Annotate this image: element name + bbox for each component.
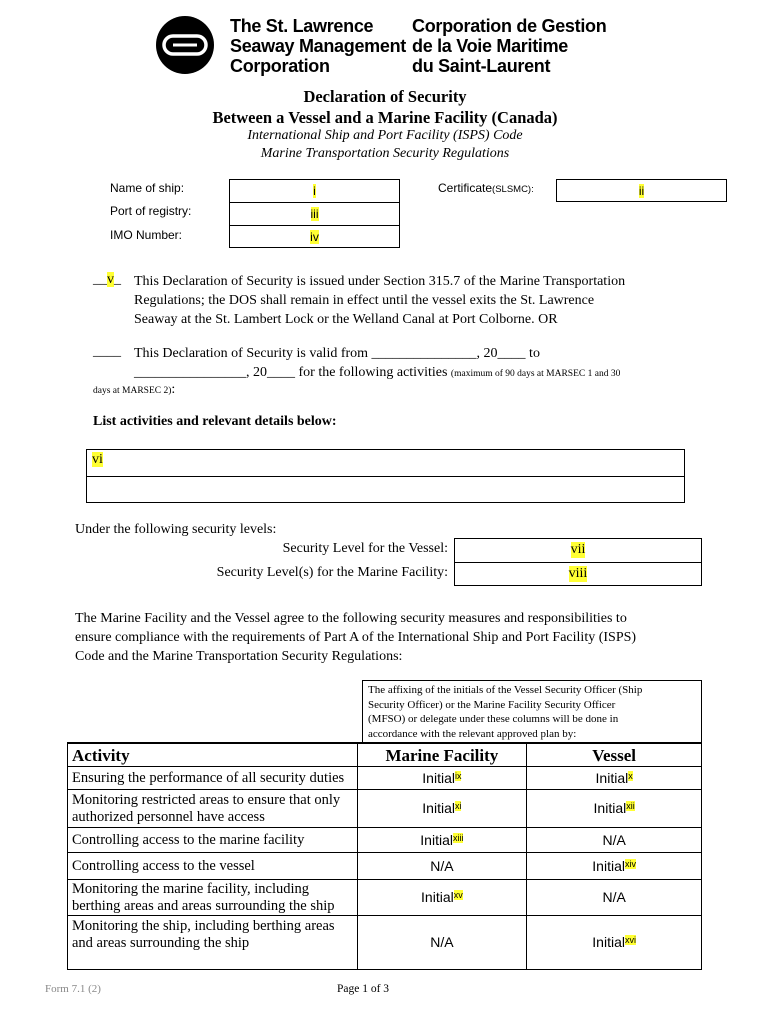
form-number: Form 7.1 (2) xyxy=(45,983,101,995)
activities-row-2[interactable] xyxy=(92,479,682,501)
vessel-initial-cell[interactable]: Initial$^{xvi}$ xyxy=(527,916,702,970)
document-subtitle: International Ship and Port Facility (ISPS) Code Marine Transportation Security Regulations xyxy=(247,128,523,161)
table-row xyxy=(68,853,702,880)
activity-cell: Ensuring the performance of all security duties xyxy=(68,767,358,790)
port-of-registry-field[interactable]: iii xyxy=(310,206,319,221)
activities-row-1[interactable]: vi xyxy=(92,452,103,467)
seaway-logo xyxy=(155,15,215,75)
activities-heading: List activities and relevant details below: xyxy=(93,414,337,429)
activity-cell: Monitoring the ship, including berthing areas and areas surrounding the ship xyxy=(68,916,358,970)
initials-note-text: The affixing of the initials of the Vessel Security Officer (Ship Security Officer) or the Marine Facility Security Officer (MFSO) or delegate under these columns will be done in accordance with the relevant approved plan by: xyxy=(368,684,643,740)
facility-security-field[interactable]: viii xyxy=(568,566,588,581)
marine-facility-column-header: Marine Facility xyxy=(357,743,527,767)
org-name-english: The St. Lawrence Seaway Management Corporation xyxy=(230,16,406,76)
page-number: Page 1 of 3 xyxy=(337,983,390,995)
table-row xyxy=(68,916,702,970)
certificate-label: Certificate(SLSMC): xyxy=(438,181,534,195)
table-row xyxy=(68,767,702,790)
vessel-initial-cell[interactable]: Initial$^{xii}$ xyxy=(527,790,702,828)
imo-number-field[interactable]: iv xyxy=(310,229,319,244)
vessel-na-cell: N/A xyxy=(527,880,702,916)
option2-text: This Declaration of Security is valid from _______________, 20____ to ________________, 20____ for the following activities (maximum of 90 days at MARSEC 1 and 30 xyxy=(134,346,621,380)
marine-facility-na-cell: N/A xyxy=(357,853,527,880)
document-title: Declaration of Security Between a Vessel and a Marine Facility (Canada) xyxy=(212,87,558,127)
option2-checkbox[interactable]: ____ xyxy=(93,344,121,359)
table-row xyxy=(68,828,702,853)
vessel-column-header: Vessel xyxy=(527,743,702,767)
marine-facility-initial-cell[interactable]: Initial$^{xv}$ xyxy=(357,880,527,916)
marine-facility-initial-cell[interactable]: Initial$^{ix}$ xyxy=(357,767,527,790)
vessel-initial-cell[interactable]: Initial$^{xiv}$ xyxy=(527,853,702,880)
facility-security-label: Security Level(s) for the Marine Facility: xyxy=(216,565,448,580)
certificate-field[interactable]: ii xyxy=(556,179,727,202)
activity-cell: Monitoring restricted areas to ensure that only authorized personnel have access xyxy=(68,790,358,828)
vessel-security-label: Security Level for the Vessel: xyxy=(282,541,448,556)
table-row xyxy=(68,790,702,828)
name-of-ship-field[interactable]: i xyxy=(313,183,316,198)
marine-facility-na-cell: N/A xyxy=(357,916,527,970)
activity-column-header: Activity xyxy=(68,743,358,767)
option1-text: This Declaration of Security is issued under Section 315.7 of the Marine Transportation Regulations; the DOS shall remain in effect until the vessel exits the St. Lawrence Seaway at the St. Lambert Lock or the Welland Canal at Port Colborne. OR xyxy=(134,274,626,327)
name-of-ship-label: Name of ship: xyxy=(110,181,185,195)
activity-cell: Controlling access to the marine facility xyxy=(68,828,358,853)
activity-table xyxy=(67,742,702,970)
vessel-initial-cell[interactable]: Initial$^x$ xyxy=(527,767,702,790)
option1-checkbox[interactable]: __v_ xyxy=(93,272,121,287)
table-header-row xyxy=(68,743,702,767)
activity-cell: Monitoring the marine facility, including berthing areas and areas surrounding the ship xyxy=(68,880,358,916)
marine-facility-initial-cell[interactable]: Initial$^{xi}$ xyxy=(357,790,527,828)
port-of-registry-label: Port of registry: xyxy=(110,204,192,218)
vessel-security-field[interactable]: vii xyxy=(570,542,586,557)
vessel-na-cell: N/A xyxy=(527,828,702,853)
marine-facility-initial-cell[interactable]: Initial$^{xiii}$ xyxy=(357,828,527,853)
table-row xyxy=(68,880,702,916)
security-levels-intro: Under the following security levels: xyxy=(75,522,277,537)
org-name-french: Corporation de Gestion de la Voie Maritime du Saint-Laurent xyxy=(412,16,607,76)
agreement-paragraph: The Marine Facility and the Vessel agree to the following security measures and responsibilities to ensure compliance with the requirements of Part A of the International Ship and Port Facility (ISPS) Code and the Marine Transportation Security Regulations: xyxy=(75,611,637,664)
imo-number-label: IMO Number: xyxy=(110,228,183,242)
option2-text-cont: days at MARSEC 2): xyxy=(93,382,176,397)
activity-cell: Controlling access to the vessel xyxy=(68,853,358,880)
